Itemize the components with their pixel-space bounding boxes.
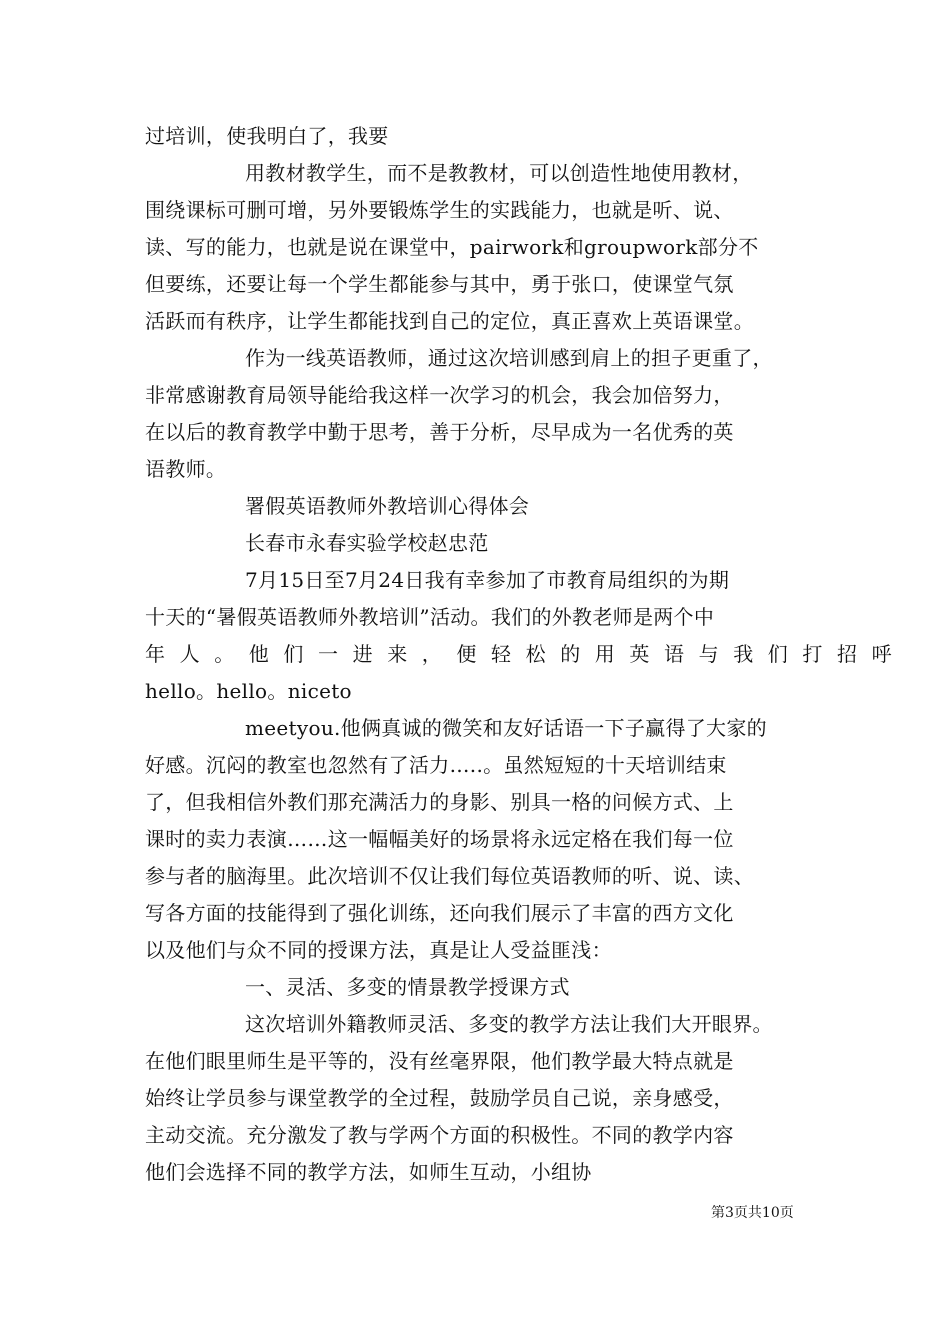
text-line: 年人。他们一进来，便轻松的用英语与我们打招呼 (145, 642, 907, 666)
text-line: 他们会选择不同的教学方法，如师生互动，小组协 (145, 1160, 592, 1184)
text-line: 十天的“暑假英语教师外教培训”活动。我们的外教老师是两个中 (145, 605, 715, 629)
text-line: 7月15日至7月24日我有幸参加了市教育局组织的为期 (245, 568, 730, 592)
text-line: 主动交流。充分激发了教与学两个方面的积极性。不同的教学内容 (145, 1123, 734, 1147)
text-line: 始终让学员参与课堂教学的全过程，鼓励学员自己说，亲身感受， (145, 1086, 734, 1110)
text-line: 在他们眼里师生是平等的，没有丝毫界限，他们教学最大特点就是 (145, 1049, 734, 1073)
text-line: 围绕课标可删可增，另外要锻炼学生的实践能力，也就是听、说、 (145, 198, 734, 222)
text-line: hello。hello。niceto (145, 679, 352, 703)
text-line: 参与者的脑海里。此次培训不仅让我们每位英语教师的听、说、读、 (145, 864, 754, 888)
text-line: 用教材教学生，而不是教教材，可以创造性地使用教材， (245, 161, 753, 185)
text-line: 写各方面的技能得到了强化训练，还向我们展示了丰富的西方文化 (145, 901, 734, 925)
text-line: 非常感谢教育局领导能给我这样一次学习的机会，我会加倍努力， (145, 383, 734, 407)
text-line: 课时的卖力表演……这一幅幅美好的场景将永远定格在我们每一位 (145, 827, 734, 851)
text-line: 了，但我相信外教们那充满活力的身影、别具一格的问候方式、上 (145, 790, 734, 814)
text-line: 这次培训外籍教师灵活、多变的教学方法让我们大开眼界。 (245, 1012, 773, 1036)
article-title: 署假英语教师外教培训心得体会 (245, 494, 530, 518)
text-line: 作为一线英语教师，通过这次培训感到肩上的担子更重了， (245, 346, 773, 370)
text-line: meetyou.他俩真诚的微笑和友好话语一下子赢得了大家的 (245, 716, 767, 740)
text-line: 以及他们与众不同的授课方法，真是让人受益匪浅： (145, 938, 612, 962)
text-line: 读、写的能力，也就是说在课堂中，pairwork和groupwork部分不 (145, 235, 759, 259)
text-line: 但要练，还要让每一个学生都能参与其中，勇于张口，使课堂气氛 (145, 272, 734, 296)
article-author: 长春市永春实验学校赵忠范 (245, 531, 489, 555)
section-heading: 一、灵活、多变的情景教学授课方式 (245, 975, 570, 999)
page-number: 第3页共10页 (711, 1205, 794, 1221)
text-line: 过培训，使我明白了，我要 (145, 124, 389, 148)
text-line: 在以后的教育教学中勤于思考，善于分析，尽早成为一名优秀的英 (145, 420, 734, 444)
text-line: 语教师。 (145, 457, 227, 481)
document-body (145, 118, 907, 1191)
text-line: 好感。沉闷的教室也忽然有了活力…..。虽然短短的十天培训结束 (145, 753, 727, 777)
text-line: 活跃而有秩序，让学生都能找到自己的定位，真正喜欢上英语课堂。 (145, 309, 754, 333)
